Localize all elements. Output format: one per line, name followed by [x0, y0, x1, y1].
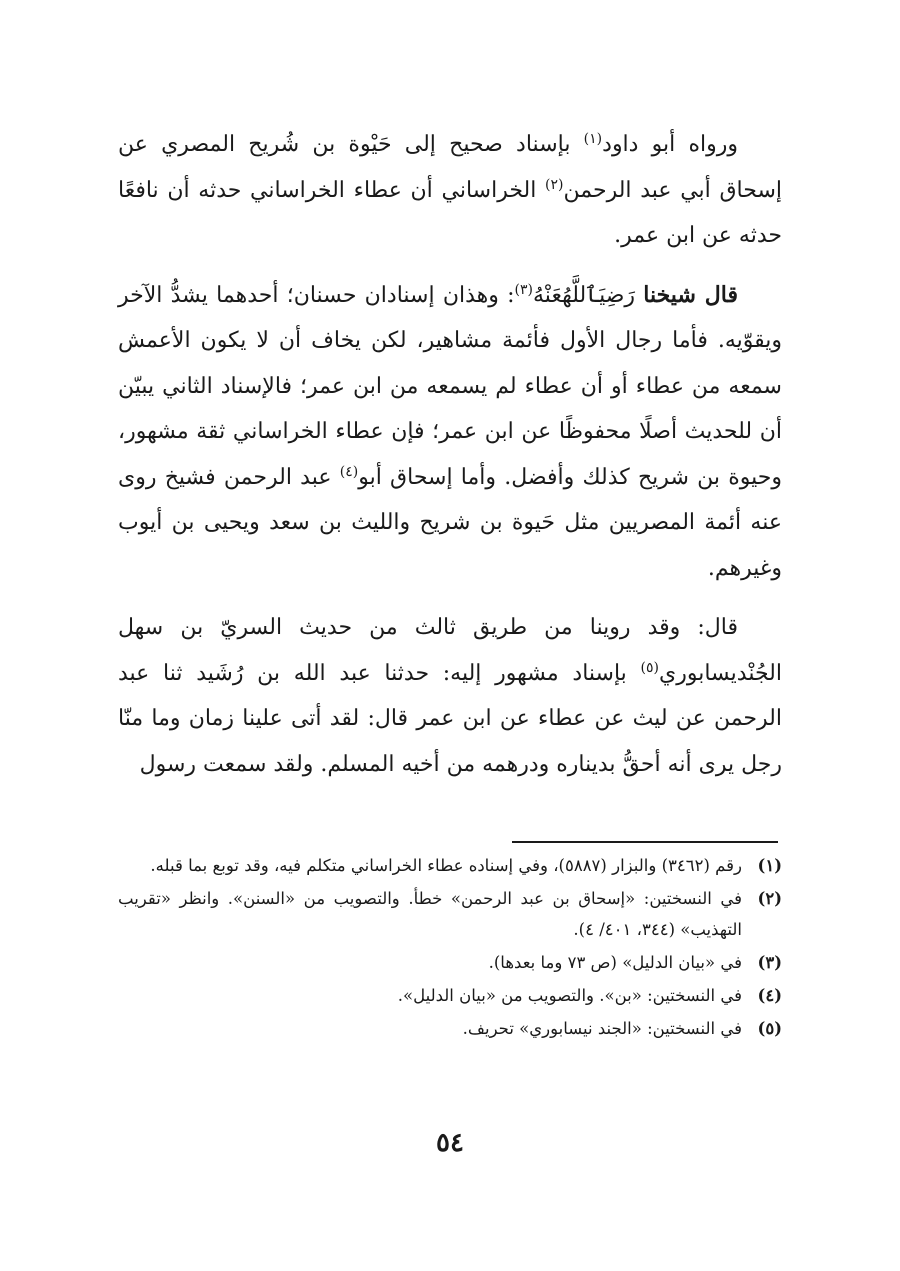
- honorific: رَضِيَٱللَّهُعَنْهُ: [533, 282, 644, 308]
- footnote-ref-3[interactable]: (٣): [514, 281, 534, 298]
- main-text: [118, 122, 782, 787]
- footnote-2: [118, 883, 782, 945]
- footnote-ref-2[interactable]: (٢): [545, 176, 564, 193]
- paragraph-3: [118, 605, 782, 787]
- footnote-number: (٢): [757, 889, 782, 908]
- footnote-number: (٣): [757, 953, 782, 972]
- footnote-ref-4[interactable]: (٤): [339, 463, 359, 480]
- footnote-ref-5[interactable]: (٥): [640, 659, 659, 676]
- footnote-number: (١): [757, 856, 782, 875]
- footnote-4: [118, 980, 782, 1011]
- footnote-number: (٤): [757, 986, 782, 1005]
- footnote-text: في النسختين: «إسحاق بن عبد الرحمن» خطأ. والتصويب من «السنن». وانظر «تقريب التهذيب» (٣٤٤، ٤٠١/ ٤).: [118, 889, 742, 939]
- footnote-text: في «بيان الدليل» (ص ٧٣ وما بعدها).: [488, 953, 742, 972]
- footnote-number: (٥): [757, 1019, 782, 1038]
- text-run: بإسناد مشهور إليه: حدثنا عبد الله بن رُشَيد ثنا عبد الرحمن عن ليث عن عطاء عن ابن عمر قال: لقد أتى علينا زمان وما منّا رجل يرى أنه أحقُّ بديناره ودرهمه من أخيه المسلم. ولقد سمعت رسول: [118, 660, 782, 777]
- footnote-text: في النسختين: «الجند نيسابوري» تحريف.: [462, 1019, 742, 1038]
- text-run: عبد الرحمن فشيخ روى عنه أئمة المصريين مثل حَيوة بن شريح والليث بن سعد ويحيى بن أيوب وغيرهم.: [118, 464, 782, 581]
- footnotes: [118, 850, 782, 1046]
- paragraph-1: [118, 122, 782, 259]
- text-run: ورواه أبو داود: [602, 132, 738, 157]
- footnote-1: [118, 850, 782, 881]
- text-run: : وهذان إسنادان حسنان؛ أحدهما يشدُّ الآخر ويقوّيه. فأما رجال الأول فأئمة مشاهير، لكن يخاف أن لا يكون الأعمش سمعه من عطاء أو أن عطاء لم يسمعه من ابن عمر؛ فالإسناد الثاني يبيّن أن للحديث أصلًا محفوظًا عن ابن عمر؛ فإن عطاء الخراساني ثقة مشهور، وحيوة بن شريح كذلك وأفضل. وأما إسحاق أبو: [118, 282, 783, 490]
- footnote-text: رقم (٣٤٦٢) والبزار (٥٨٨٧)، وفي إسناده عطاء الخراساني متكلم فيه، وقد توبع بما قبله.: [150, 856, 742, 875]
- footnote-text: في النسختين: «بن». والتصويب من «بيان الدليل».: [397, 986, 742, 1005]
- footnote-ref-1[interactable]: (١): [583, 131, 603, 147]
- text-run: قال: وقد روينا من طريق ثالث من حديث السريّ بن سهل الجُنْديسابوري: [118, 615, 782, 686]
- speaker-label: قال شيخنا: [643, 281, 738, 308]
- text-run: الخراساني أن عطاء الخراساني حدثه أن نافعًا حدثه عن ابن عمر.: [118, 177, 782, 248]
- footnote-separator: [512, 841, 778, 843]
- paragraph-2: [118, 273, 782, 592]
- page-number: ٥٤: [436, 1128, 464, 1158]
- footnote-5: [118, 1013, 782, 1044]
- text-run: بإسناد صحيح إلى حَيْوة بن شُريح المصري عن إسحاق أبي عبد الرحمن: [118, 132, 782, 203]
- footnote-3: [118, 947, 782, 978]
